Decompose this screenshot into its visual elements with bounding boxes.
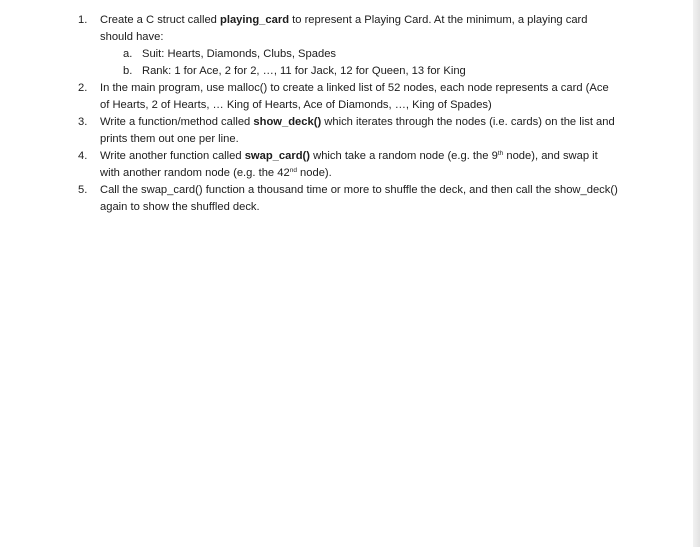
function-name: swap_card(): [244, 150, 310, 162]
list-item-2: [78, 80, 618, 114]
sub-item-text: Rank: 1 for Ace, 2 for 2, …, 11 for Jack, 12 for Queen, 13 for King: [142, 65, 466, 77]
list-item-4: [78, 148, 618, 182]
sub-item-text: Suit: Hearts, Diamonds, Clubs, Spades: [142, 48, 337, 60]
list-number: 3.: [78, 116, 88, 128]
item-text: Create a C struct called playing_card to represent a Playing Card. At the minimum, a playing card should have:: [100, 14, 588, 43]
item-text: Call the swap_card() function a thousand time or more to shuffle the deck, and then call the show_deck() again to show the shuffled deck.: [100, 184, 618, 213]
list-item-5: [78, 182, 618, 216]
page-edge: [693, 0, 700, 547]
list-number: 5.: [78, 184, 88, 196]
list-item-3: [78, 114, 618, 148]
item-text: Write a function/method called show_deck() which iterates through the nodes (i.e. cards) on the list and prints them out one per line.: [100, 116, 615, 145]
list-number: 4.: [78, 150, 88, 162]
item-text: Write another function called swap_card() which take a random node (e.g. the 9th node), and swap it with another random node (e.g. the 42nd node).: [100, 150, 598, 179]
sub-letter: a.: [123, 48, 133, 60]
sub-item-b: [100, 63, 618, 80]
ordinal-suffix: nd: [289, 167, 297, 174]
function-name: show_deck(): [253, 116, 322, 128]
list-number: 1.: [78, 14, 88, 26]
sub-letter: b.: [123, 65, 133, 77]
sub-item-a: [100, 46, 618, 63]
ordinal-suffix: th: [497, 150, 504, 157]
list-item-1: [78, 12, 618, 80]
item-text: In the main program, use malloc() to create a linked list of 52 nodes, each node represents a card (Ace of Hearts, 2 of Hearts, … King of Hearts, Ace of Diamonds, …, King of Spades): [100, 82, 609, 111]
assignment-list: [78, 12, 618, 216]
list-number: 2.: [78, 82, 88, 94]
struct-name: playing_card: [220, 14, 290, 26]
